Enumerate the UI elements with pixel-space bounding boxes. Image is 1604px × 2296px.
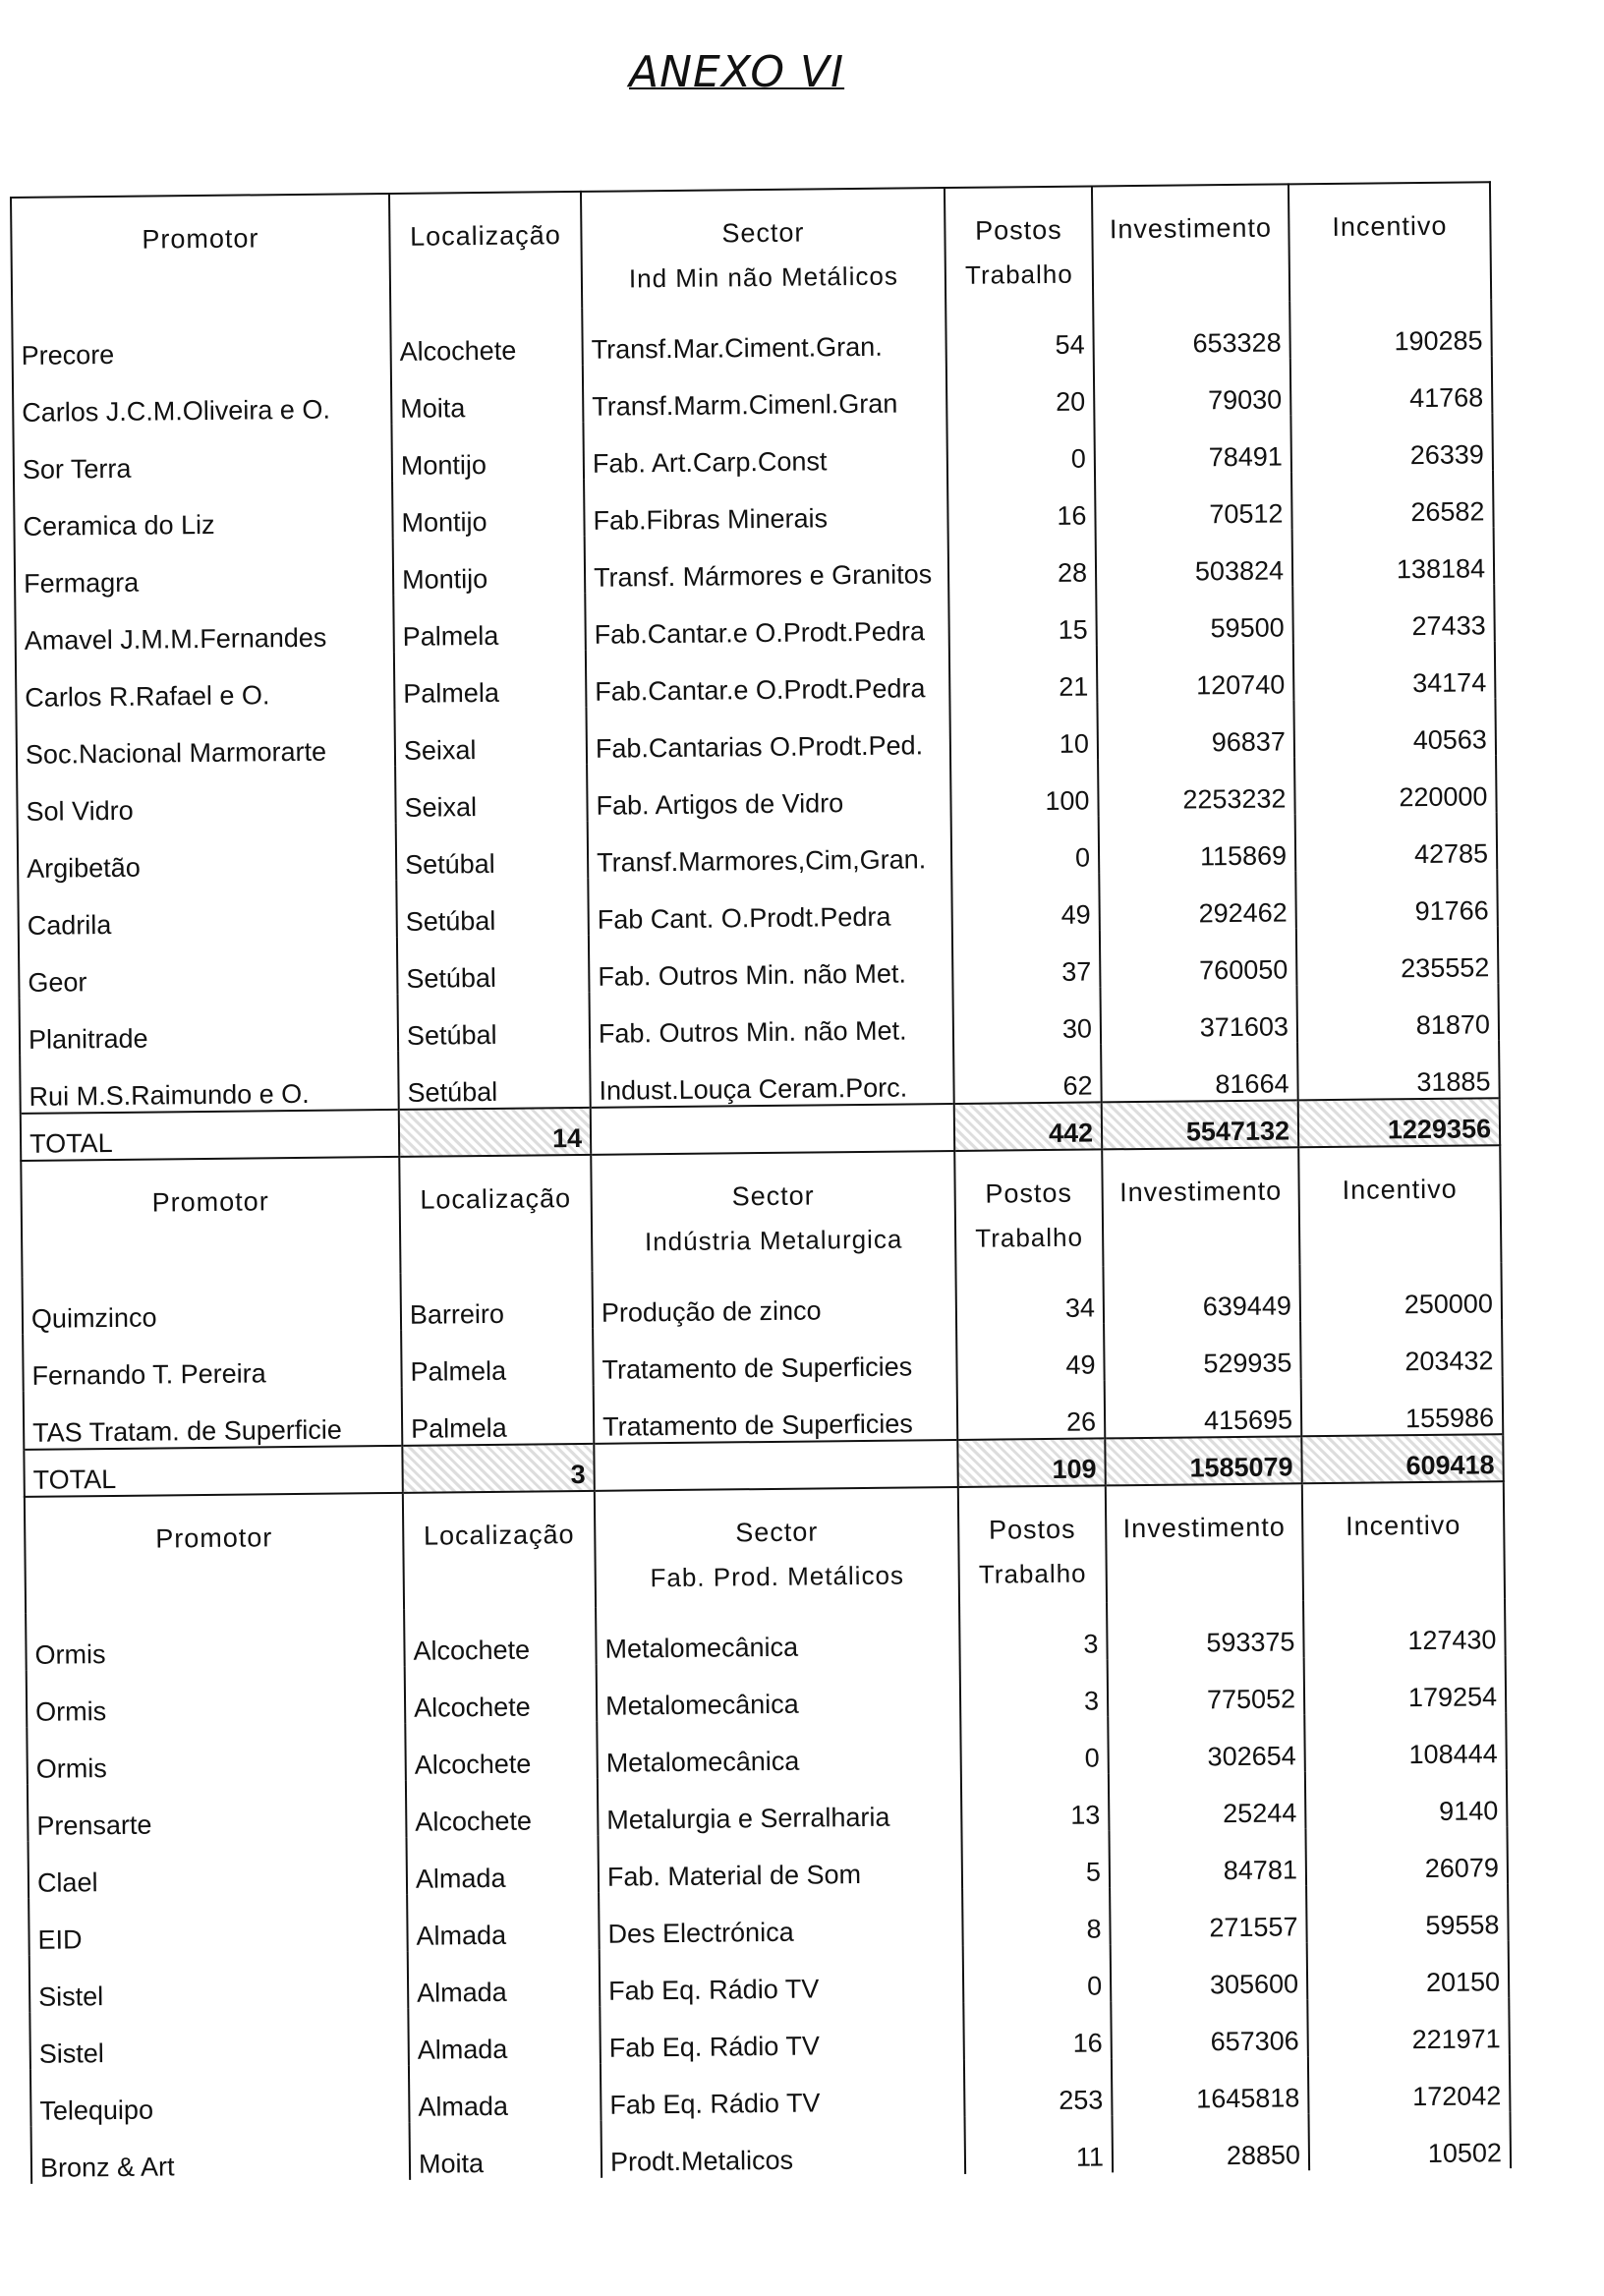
section-header-row [11,182,1491,315]
localizacao-cell: Montijo [392,480,585,539]
header-localizacao-label: Localização [409,220,561,252]
header-localizacao-label: Localização [423,1520,575,1551]
postos-cell: 62 [953,1044,1102,1104]
postos-cell: 49 [951,873,1100,932]
investimento-cell: 28850 [1113,2113,1310,2172]
header-investimento-label: Investimento [1118,1176,1283,1208]
postos-cell: 49 [956,1323,1105,1382]
investimento-cell: 1645818 [1112,2056,1309,2115]
postos-cell: 30 [952,987,1101,1046]
promotor-cell: Geor [19,938,398,999]
header-sector [595,1487,959,1608]
sector-cell: Metalomecânica [597,1661,961,1722]
postos-cell: 0 [963,1944,1112,2003]
header-promotor-label: Promotor [155,1522,273,1554]
total-postos: 109 [957,1438,1105,1487]
sector-cell: Produção de zinco [592,1268,956,1329]
postos-cell: 10 [949,702,1098,761]
localizacao-cell: Montijo [391,423,584,482]
header-sector-sublabel: Indústria Metalurgica [644,1224,903,1257]
sector-cell: Fab Eq. Rádio TV [600,2003,964,2064]
incentivo-cell: 10502 [1308,2111,1511,2170]
header-incentivo [1298,1145,1501,1264]
sector-cell: Fab.Cantarias O.Prodt.Ped. [586,704,950,765]
sector-cell: Prodt.Metalicos [602,2117,966,2178]
localizacao-cell: Setúbal [398,993,591,1052]
postos-cell: 20 [946,360,1095,419]
promotor-cell: Sol Vidro [17,767,396,828]
investimento-cell: 760050 [1100,928,1297,987]
incentivo-cell: 127430 [1303,1598,1506,1657]
incentivo-cell: 26339 [1290,413,1493,472]
sector-cell: Transf.Marm.Cimenl.Gran [583,362,947,423]
localizacao-cell: Almada [408,1950,601,2009]
investimento-cell: 503824 [1096,529,1293,588]
localizacao-cell: Palmela [394,651,587,710]
incentivo-cell: 91766 [1295,869,1498,928]
investimento-cell: 271557 [1110,1885,1307,1944]
incentivo-cell: 26582 [1291,470,1494,529]
header-postos-label: Postos [988,1514,1076,1545]
promotor-cell: Soc.Nacional Marmorarte [17,710,396,771]
investimento-cell: 25244 [1109,1771,1306,1830]
promotor-cell: Sistel [29,1952,409,2013]
total-incentivo: 1229356 [1298,1098,1500,1147]
promotor-cell: Fernando T. Pereira [23,1331,402,1392]
header-investimento-label: Investimento [1109,212,1273,245]
localizacao-cell: Moita [410,2121,602,2180]
investimento-cell: 593375 [1107,1600,1304,1659]
promotor-cell: Ormis [27,1724,406,1785]
incentivo-cell: 9140 [1305,1769,1508,1828]
incentivo-cell: 41768 [1290,356,1493,415]
header-promotor [11,194,390,315]
header-postos [945,186,1093,305]
incentivo-cell: 81870 [1296,983,1499,1042]
incentivo-cell: 27433 [1292,584,1495,643]
postos-cell: 100 [950,759,1099,818]
promotor-cell: Planitrade [20,995,399,1056]
total-sector-empty [591,1104,954,1155]
header-localizacao [389,192,582,311]
promotor-cell: Prensarte [28,1781,407,1842]
promotor-cell: Cadrila [18,881,397,942]
promotor-cell: TAS Tratam. de Superficie [24,1388,403,1450]
localizacao-cell: Seixal [395,765,588,824]
postos-cell: 34 [955,1266,1104,1325]
promotor-cell: Ceramica do Liz [14,482,393,543]
postos-cell: 16 [947,474,1096,533]
total-label: TOTAL [21,1110,399,1161]
promotor-cell: Quimzinco [23,1274,402,1335]
promotor-cell: Carlos J.C.M.Oliveira e O. [13,368,392,429]
total-label: TOTAL [24,1446,402,1497]
sector-cell: Metalomecânica [597,1718,961,1779]
header-sector [581,188,945,309]
sector-cell: Indust.Louça Ceram.Porc. [590,1046,954,1108]
sector-cell: Metalurgia e Serralharia [598,1775,962,1836]
header-postos-sublabel: Trabalho [964,258,1073,290]
header-sector [591,1151,955,1272]
promotor-cell: Sor Terra [13,425,392,486]
promotor-cell: Ormis [26,1610,405,1671]
header-sector-sublabel: Ind Min não Metálicos [628,260,899,294]
promotor-cell: Fermagra [15,539,394,600]
localizacao-cell: Palmela [393,594,586,653]
investimento-cell: 59500 [1096,586,1293,645]
sector-cell: Fab Eq. Rádio TV [601,2060,965,2121]
investimento-cell: 302654 [1108,1714,1305,1773]
sector-cell: Transf.Mar.Ciment.Gran. [582,305,946,366]
sector-cell: Fab Eq. Rádio TV [600,1946,964,2007]
incentivo-cell: 172042 [1308,2054,1511,2113]
investimento-cell: 305600 [1111,1942,1308,2001]
localizacao-cell: Palmela [401,1329,594,1388]
sector-cell: Fab. Art.Carp.Const [583,419,947,480]
sector-cell: Fab. Outros Min. não Met. [589,932,953,993]
investimento-cell: 371603 [1100,985,1297,1044]
localizacao-cell: Alcochete [404,1608,597,1667]
total-count: 14 [399,1108,591,1157]
total-investimento: 5547132 [1102,1100,1298,1149]
postos-cell: 3 [959,1602,1108,1661]
document-table-container [10,181,1510,2184]
sector-cell: Tratamento de Superficies [593,1325,957,1386]
localizacao-cell: Almada [408,2007,601,2066]
promotor-cell: Sistel [29,2009,409,2070]
header-investimento-label: Investimento [1122,1512,1286,1544]
incentivo-cell: 190285 [1289,299,1492,358]
incentivo-cell: 31885 [1297,1040,1500,1100]
postos-cell: 37 [952,930,1101,989]
sector-cell: Fab.Cantar.e O.Prodt.Pedra [585,590,949,651]
postos-cell: 21 [949,645,1098,704]
header-localizacao-label: Localização [420,1183,572,1215]
incentivo-cell: 59558 [1306,1883,1509,1942]
investimento-cell: 96837 [1097,700,1294,759]
header-incentivo-label: Incentivo [1346,1510,1461,1541]
localizacao-cell: Setúbal [396,822,589,881]
page-title: ANEXO VI [629,47,845,97]
postos-cell: 0 [951,816,1100,875]
projects-table [10,181,1512,2184]
postos-cell: 16 [963,2001,1112,2060]
postos-cell: 15 [948,588,1097,647]
sector-cell: Transf. Mármores e Granitos [585,533,949,594]
sector-cell: Tratamento de Superficies [594,1382,958,1444]
sector-cell: Fab. Outros Min. não Met. [590,989,954,1050]
postos-cell: 28 [948,531,1097,590]
sector-cell: Transf.Marmores,Cim,Gran. [588,818,952,879]
header-localizacao [403,1491,596,1610]
incentivo-cell: 221971 [1307,1997,1510,2056]
investimento-cell: 70512 [1095,472,1292,531]
promotor-cell: EID [29,1895,408,1956]
localizacao-cell: Setúbal [398,1050,591,1110]
investimento-cell: 79030 [1094,358,1291,417]
section-header-row [25,1481,1505,1614]
sector-cell: Des Electrónica [599,1889,963,1950]
localizacao-cell: Palmela [402,1386,595,1446]
localizacao-cell: Montijo [393,537,586,596]
header-incentivo [1289,182,1491,301]
investimento-cell: 84781 [1109,1828,1306,1887]
header-incentivo-label: Incentivo [1332,210,1448,242]
sector-cell: Fab.Fibras Minerais [584,476,948,537]
investimento-cell: 78491 [1094,415,1291,474]
localizacao-cell: Setúbal [397,936,590,995]
postos-cell: 5 [961,1830,1110,1889]
section-header-row [21,1145,1501,1278]
investimento-cell: 775052 [1108,1657,1305,1716]
localizacao-cell: Almada [409,2064,602,2123]
promotor-cell: Precore [12,311,391,372]
localizacao-cell: Alcochete [390,309,583,368]
header-sector-sublabel: Fab. Prod. Metálicos [650,1560,905,1593]
incentivo-cell: 203432 [1300,1319,1503,1378]
total-postos: 442 [954,1102,1102,1151]
incentivo-cell: 138184 [1292,527,1495,586]
incentivo-cell: 155986 [1301,1376,1504,1436]
incentivo-cell: 26079 [1305,1826,1508,1885]
promotor-cell: Telequipo [30,2066,410,2127]
sector-cell: Fab.Cantar.e O.Prodt.Pedra [586,647,950,708]
investimento-cell: 657306 [1111,1999,1308,2058]
header-postos-sublabel: Trabalho [975,1222,1084,1253]
localizacao-cell: Alcochete [406,1779,599,1838]
localizacao-cell: Alcochete [405,1665,598,1724]
postos-cell: 11 [965,2115,1114,2174]
investimento-cell: 292462 [1099,871,1296,930]
localizacao-cell: Seixal [394,708,587,767]
promotor-cell: Amavel J.M.M.Fernandes [15,596,394,657]
header-postos [958,1485,1107,1604]
incentivo-cell: 179254 [1304,1655,1507,1714]
total-incentivo: 609418 [1301,1434,1503,1483]
investimento-cell: 415695 [1105,1378,1302,1438]
header-promotor [21,1157,400,1278]
incentivo-cell: 108444 [1304,1712,1507,1771]
header-incentivo-label: Incentivo [1342,1174,1458,1205]
promotor-cell: Ormis [27,1667,406,1728]
localizacao-cell: Barreiro [400,1272,593,1331]
incentivo-cell: 20150 [1307,1940,1510,1999]
localizacao-cell: Almada [407,1893,600,1952]
total-count: 3 [402,1444,594,1493]
localizacao-cell: Moita [391,366,584,425]
sector-cell: Fab Cant. O.Prodt.Pedra [588,875,952,936]
promotor-cell: Bronz & Art [31,2123,411,2184]
investimento-cell: 115869 [1099,814,1296,873]
postos-cell: 3 [960,1659,1109,1718]
investimento-cell: 2253232 [1098,757,1295,816]
header-postos-label: Postos [985,1177,1073,1209]
header-sector-label: Sector [735,1517,819,1548]
header-postos-sublabel: Trabalho [978,1558,1087,1589]
postos-cell: 253 [964,2058,1113,2117]
investimento-cell: 120740 [1097,643,1294,702]
incentivo-cell: 235552 [1296,926,1499,985]
incentivo-cell: 40563 [1293,698,1496,757]
incentivo-cell: 34174 [1293,641,1496,700]
localizacao-cell: Setúbal [396,879,589,938]
investimento-cell: 81664 [1101,1042,1298,1102]
header-sector-label: Sector [731,1180,815,1212]
postos-cell: 13 [961,1773,1110,1832]
header-investimento [1092,184,1289,303]
sector-cell: Metalomecânica [596,1604,960,1665]
header-investimento [1106,1483,1303,1602]
postos-cell: 8 [962,1887,1111,1946]
header-postos-label: Postos [974,214,1062,246]
postos-cell: 0 [960,1716,1109,1775]
header-sector-label: Sector [721,217,805,249]
header-promotor-label: Promotor [142,223,259,255]
header-localizacao [399,1155,592,1274]
incentivo-cell: 220000 [1294,755,1497,814]
postos-cell: 54 [945,303,1094,362]
investimento-cell: 529935 [1104,1321,1301,1380]
postos-cell: 26 [957,1380,1106,1440]
total-investimento: 1585079 [1105,1436,1301,1485]
promotor-cell: Clael [29,1838,408,1899]
promotor-cell: Argibetão [18,824,397,885]
promotor-cell: Rui M.S.Raimundo e O. [20,1052,399,1114]
sector-cell: Fab. Material de Som [598,1832,962,1893]
investimento-cell: 639449 [1103,1264,1300,1323]
header-promotor [25,1493,404,1614]
promotor-cell: Carlos R.Rafael e O. [16,653,395,714]
incentivo-cell: 42785 [1295,812,1498,871]
sector-cell: Fab. Artigos de Vidro [587,761,951,822]
localizacao-cell: Alcochete [405,1722,598,1781]
investimento-cell: 653328 [1093,301,1290,360]
total-sector-empty [594,1440,957,1491]
header-investimento [1102,1147,1299,1266]
incentivo-cell: 250000 [1299,1262,1502,1321]
localizacao-cell: Almada [407,1836,600,1895]
header-incentivo [1302,1481,1505,1600]
header-promotor-label: Promotor [151,1186,269,1218]
header-postos [954,1149,1103,1268]
postos-cell: 0 [946,417,1095,476]
